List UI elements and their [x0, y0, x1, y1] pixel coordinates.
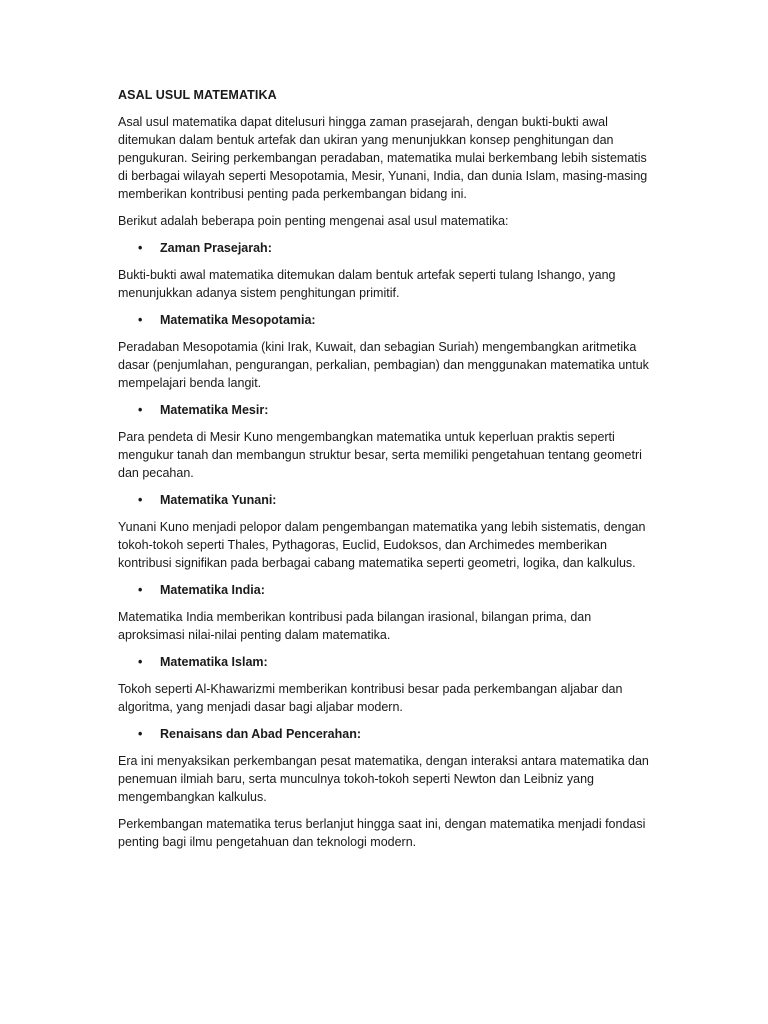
section-heading-text: Matematika Islam:	[160, 655, 268, 669]
section-paragraph-islam: Tokoh seperti Al-Khawarizmi memberikan kontribusi besar pada perkembangan aljabar dan algoritma, yang menjadi dasar bagi aljabar modern.	[118, 682, 623, 714]
section-heading-prasejarah	[118, 239, 658, 257]
section-paragraph-renaisans: Era ini menyaksikan perkembangan pesat matematika, dengan interaksi antara matematika dan penemuan ilmiah baru, serta munculnya tokoh-tokoh seperti Newton dan Leibniz yang mengembangkan kalkulus.	[118, 754, 649, 804]
section-heading-mesopotamia	[118, 311, 658, 329]
section-paragraph-mesir: Para pendeta di Mesir Kuno mengembangkan matematika untuk keperluan praktis seperti mengukur tanah dan membangun struktur besar, serta memiliki pengetahuan tentang geometri dan pecahan.	[118, 430, 642, 480]
bullet-icon: •	[138, 241, 143, 255]
document-title: ASAL USUL MATEMATIKA	[118, 88, 277, 102]
lead-paragraph: Berikut adalah beberapa poin penting mengenai asal usul matematika:	[118, 214, 509, 228]
section-heading-text: Matematika Yunani:	[160, 493, 277, 507]
section-heading-islam	[118, 653, 658, 671]
section-heading-text: Matematika Mesir:	[160, 403, 269, 417]
section-heading-renaisans	[118, 725, 658, 743]
intro-paragraph: Asal usul matematika dapat ditelusuri hingga zaman prasejarah, dengan bukti-bukti awal ditemukan dalam bentuk artefak dan ukiran yang menunjukkan konsep penghitungan dan pengukuran. Seiring perkembangan peradaban, matematika mulai berkembang lebih sistematis di berbagai wilayah seperti Mesopotamia, Mesir, Yunani, India, dan dunia Islam, masing-masing memberikan kontribusi penting pada perkembangan bidang ini.	[118, 115, 648, 201]
bullet-icon: •	[138, 493, 143, 507]
section-heading-text: Zaman Prasejarah:	[160, 241, 272, 255]
section-heading-mesir	[118, 401, 658, 419]
section-paragraph-prasejarah: Bukti-bukti awal matematika ditemukan dalam bentuk artefak seperti tulang Ishango, yang menunjukkan adanya sistem penghitungan primitif.	[118, 268, 616, 300]
bullet-icon: •	[138, 583, 143, 597]
section-heading-yunani	[118, 491, 658, 509]
section-heading-text: Matematika India:	[160, 583, 265, 597]
section-paragraph-mesopotamia: Peradaban Mesopotamia (kini Irak, Kuwait, dan sebagian Suriah) mengembangkan aritmetika dasar (penjumlahan, pengurangan, perkalian, pembagian) dan menggunakan matematika untuk mempelajari benda langit.	[118, 340, 649, 390]
section-paragraph-yunani: Yunani Kuno menjadi pelopor dalam pengembangan matematika yang lebih sistematis, dengan tokoh-tokoh seperti Thales, Pythagoras, Euclid, Eudoksos, dan Archimedes memberikan kontribusi signifikan pada berbagai cabang matematika seperti geometri, logika, dan kalkulus.	[118, 520, 646, 570]
section-heading-india	[118, 581, 658, 599]
bullet-icon: •	[138, 655, 143, 669]
section-paragraph-india: Matematika India memberikan kontribusi pada bilangan irasional, bilangan prima, dan aproksimasi nilai-nilai penting dalam matematika.	[118, 610, 592, 642]
bullet-icon: •	[138, 313, 143, 327]
document-page	[118, 86, 658, 860]
section-heading-text: Renaisans dan Abad Pencerahan:	[160, 727, 361, 741]
bullet-icon: •	[138, 403, 143, 417]
bullet-icon: •	[138, 727, 143, 741]
closing-paragraph: Perkembangan matematika terus berlanjut hingga saat ini, dengan matematika menjadi fondasi penting bagi ilmu pengetahuan dan teknologi modern.	[118, 817, 646, 849]
section-heading-text: Matematika Mesopotamia:	[160, 313, 316, 327]
